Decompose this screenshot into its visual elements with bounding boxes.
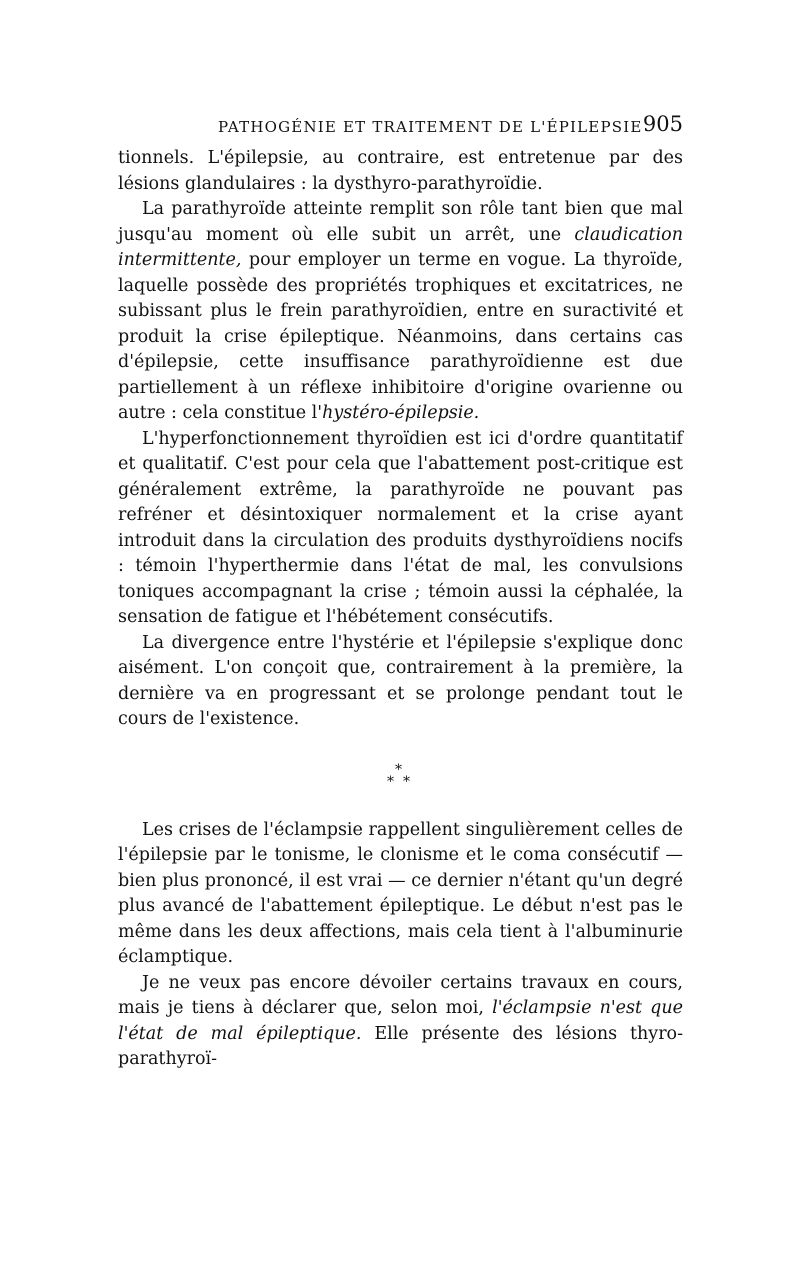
paragraph-eclampsia-conclusion (118, 971, 683, 1073)
paragraph-divergence: La divergence entre l'hystérie et l'épilepsie s'explique donc aisément. L'on conçoit que, contrairement à la première, la dernière va en progressant et se prolonge pendant tout le cours de l'existence. (118, 632, 683, 729)
asterism-star: * (387, 773, 394, 790)
book-page (118, 110, 683, 1073)
italic-term: hystéro-épilepsie. (322, 403, 480, 423)
paragraph-hyperfunction: L'hyperfonctionnement thyroïdien est ici d'ordre quantitatif et qualitatif. C'est pour cela que l'abattement post-critique est généralement extrême, la parathyroïde ne pouvant pas refréner et désintoxiquer normalement et la crise ayant introduit dans la circulation des produits dysthyroïdiens nocifs : témoin l'hyperthermie dans l'état de mal, les convulsions toniques accompagnant la crise ; témoin aussi la céphalée, la sensation de fatigue et l'hébétement consécutifs. (118, 428, 683, 627)
paragraph-continuation: tionnels. L'épilepsie, au contraire, est entretenue par des lésions glandulaires : la dysthyro-parathyroïdie. (118, 148, 683, 194)
asterism-star: * (403, 773, 410, 790)
section-asterism (118, 733, 683, 818)
paragraph-parathyroid (118, 197, 683, 427)
paragraph-text: Elle présente des lésions thyro-parathyroï- (118, 1023, 684, 1069)
paragraph-text: La parathyroïde atteinte remplit son rôle tant bien que mal jusqu'au moment où elle subit un arrêt, une (118, 199, 683, 245)
running-header (118, 110, 683, 146)
paragraph-eclampsia: Les crises de l'éclampsie rappellent singulièrement celles de l'épilepsie par le tonisme, le clonisme et le coma consécutif — bien plus prononcé, il est vrai — ce dernier n'étant qu'un degré plus avancé de l'abattement épileptique. Le début n'est pas le même dans les deux affections, mais cela tient à l'albuminurie éclamptique. (118, 819, 683, 967)
asterism-star: * (395, 761, 402, 778)
italic-term: claudication intermittente, (118, 224, 683, 270)
paragraph-text: Je ne veux pas encore dévoiler certains travaux en cours, mais je tiens à déclarer que, selon moi, (118, 972, 683, 1018)
italic-term: l'éclampsie n'est que l'état de mal épileptique. (118, 998, 684, 1044)
paragraph-text: pour employer un terme en vogue. La thyroïde, laquelle possède des propriétés trophiques et excitatrices, ne subissant plus le frein parathyroïdien, entre en suractivité et produit la crise épileptique. Néanmoins, dans certains cas d'épilepsie, cette insuffisance parathyroïdienne est due partiellement à un réflexe inhibitoire d'origine ovarienne ou autre : cela constitue l' (118, 250, 683, 423)
running-title: PATHOGÉNIE ET TRAITEMENT DE L'ÉPILEPSIE (218, 118, 643, 136)
page-number: 905 (642, 112, 683, 136)
